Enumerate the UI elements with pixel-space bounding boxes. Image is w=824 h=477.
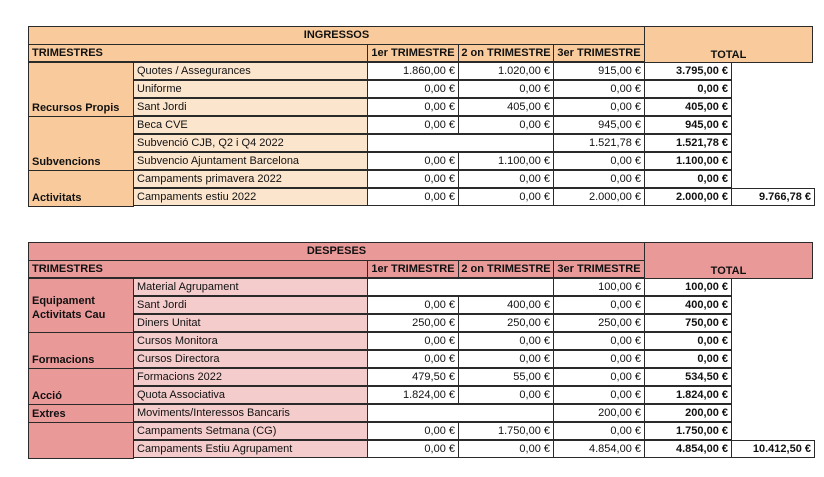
q1-value: 0,00 € xyxy=(367,332,459,350)
item-label: Cursos Directora xyxy=(133,350,368,368)
row-total: 945,00 € xyxy=(644,116,732,134)
row-total: 1.824,00 € xyxy=(644,386,732,404)
q1-value: 0,00 € xyxy=(367,440,459,458)
table-row xyxy=(28,386,731,404)
blank-cell xyxy=(367,404,554,422)
table-row xyxy=(28,62,731,80)
q3-value: 2.000,00 € xyxy=(553,188,645,206)
table-row xyxy=(28,350,731,368)
q3-header: 3er TRIMESTRE xyxy=(553,44,645,62)
q1-value: 0,00 € xyxy=(367,98,459,116)
category-recursos-propis: Recursos Propis xyxy=(28,62,134,117)
q3-value: 945,00 € xyxy=(553,116,645,134)
item-label: Moviments/Interessos Bancaris xyxy=(133,404,368,422)
q1-header: 1er TRIMESTRE xyxy=(367,44,459,62)
table-row xyxy=(28,440,731,458)
q2-value: 250,00 € xyxy=(458,314,554,332)
q1-value: 1.860,00 € xyxy=(367,62,459,80)
table-row xyxy=(28,116,731,134)
q1-value: 0,00 € xyxy=(367,152,459,170)
q3-value: 200,00 € xyxy=(553,404,645,422)
item-label: Material Agrupament xyxy=(133,278,368,296)
ingressos-header-row xyxy=(28,44,645,62)
ingressos-grand-total: 9.766,78 € xyxy=(731,188,815,206)
q2-value: 405,00 € xyxy=(458,98,554,116)
row-total: 0,00 € xyxy=(644,350,732,368)
trimestres-label: TRIMESTRES xyxy=(28,260,368,278)
q3-value: 0,00 € xyxy=(553,368,645,386)
q3-value: 100,00 € xyxy=(553,278,645,296)
table-row xyxy=(28,404,731,422)
blank-cell xyxy=(367,134,554,152)
q3-value: 4.854,00 € xyxy=(553,440,645,458)
q1-value: 0,00 € xyxy=(367,188,459,206)
q1-value: 0,00 € xyxy=(367,116,459,134)
row-total: 534,50 € xyxy=(644,368,732,386)
category-subvencions: Subvencions xyxy=(28,116,134,171)
q2-header: 2 on TRIMESTRE xyxy=(458,44,554,62)
item-label: Sant Jordi xyxy=(133,98,368,116)
q3-value: 0,00 € xyxy=(553,422,645,440)
q1-value: 0,00 € xyxy=(367,80,459,98)
q1-value: 0,00 € xyxy=(367,296,459,314)
despeses-header-row xyxy=(28,260,645,278)
q2-value: 0,00 € xyxy=(458,188,554,206)
table-row xyxy=(28,170,731,188)
category-activitats-cau-label: Activitats Cau xyxy=(32,309,106,321)
item-label: Quota Associativa xyxy=(133,386,368,404)
q1-value: 1.824,00 € xyxy=(367,386,459,404)
item-label: Cursos Monitora xyxy=(133,332,368,350)
item-label: Subvenció CJB, Q2 i Q4 2022 xyxy=(133,134,368,152)
table-row xyxy=(28,278,731,296)
table-row xyxy=(28,80,731,98)
item-label: Quotes / Assegurances xyxy=(133,62,368,80)
q2-value: 0,00 € xyxy=(458,116,554,134)
q1-value: 250,00 € xyxy=(367,314,459,332)
table-row xyxy=(28,98,731,116)
trimestres-label: TRIMESTRES xyxy=(28,44,368,62)
table-row xyxy=(28,332,731,350)
q1-value: 0,00 € xyxy=(367,350,459,368)
row-total: 1.750,00 € xyxy=(644,422,732,440)
q2-value: 55,00 € xyxy=(458,368,554,386)
q3-value: 1.521,78 € xyxy=(553,134,645,152)
row-total: 3.795,00 € xyxy=(644,62,732,80)
row-total: 4.854,00 € xyxy=(644,440,732,458)
q1-value: 0,00 € xyxy=(367,422,459,440)
table-row xyxy=(28,422,731,440)
q1-header: 1er TRIMESTRE xyxy=(367,260,459,278)
row-total: 200,00 € xyxy=(644,404,732,422)
q3-value: 0,00 € xyxy=(553,152,645,170)
q3-value: 0,00 € xyxy=(553,350,645,368)
q3-value: 0,00 € xyxy=(553,296,645,314)
item-label: Campaments Setmana (CG) xyxy=(133,422,368,440)
category-equipament-label: Equipament xyxy=(32,295,95,307)
q3-value: 0,00 € xyxy=(553,332,645,350)
table-row xyxy=(28,314,731,332)
q2-value: 0,00 € xyxy=(458,170,554,188)
row-total: 2.000,00 € xyxy=(644,188,732,206)
item-label: Sant Jordi xyxy=(133,296,368,314)
ingressos-title: INGRESSOS xyxy=(28,26,645,45)
q1-value: 0,00 € xyxy=(367,170,459,188)
row-total: 100,00 € xyxy=(644,278,732,296)
q2-value: 1.100,00 € xyxy=(458,152,554,170)
q2-value: 0,00 € xyxy=(458,350,554,368)
q1-value: 479,50 € xyxy=(367,368,459,386)
row-total: 405,00 € xyxy=(644,98,732,116)
q2-value: 0,00 € xyxy=(458,80,554,98)
q2-value: 0,00 € xyxy=(458,386,554,404)
q2-value: 0,00 € xyxy=(458,332,554,350)
row-total: 1.100,00 € xyxy=(644,152,732,170)
q2-value: 1.750,00 € xyxy=(458,422,554,440)
q3-value: 0,00 € xyxy=(553,170,645,188)
q3-value: 0,00 € xyxy=(553,98,645,116)
table-row xyxy=(28,368,731,386)
q3-value: 0,00 € xyxy=(553,386,645,404)
despeses-total-header: TOTAL xyxy=(644,242,813,279)
category-accio: Acció xyxy=(28,368,134,405)
q2-value: 1.020,00 € xyxy=(458,62,554,80)
ingressos-total-header: TOTAL xyxy=(644,26,813,63)
item-label: Campaments estiu 2022 xyxy=(133,188,368,206)
q3-value: 250,00 € xyxy=(553,314,645,332)
q2-value: 400,00 € xyxy=(458,296,554,314)
category-formacions: Formacions xyxy=(28,332,134,369)
table-row xyxy=(28,188,731,206)
item-label: Subvencio Ajuntament Barcelona xyxy=(133,152,368,170)
row-total: 0,00 € xyxy=(644,332,732,350)
item-label: Diners Unitat xyxy=(133,314,368,332)
q3-value: 0,00 € xyxy=(553,80,645,98)
item-label: Campaments primavera 2022 xyxy=(133,170,368,188)
q2-header: 2 on TRIMESTRE xyxy=(458,260,554,278)
row-total: 400,00 € xyxy=(644,296,732,314)
despeses-grand-total: 10.412,50 € xyxy=(731,440,815,458)
row-total: 750,00 € xyxy=(644,314,732,332)
category-activitats: Activitats xyxy=(28,170,134,207)
q3-value: 915,00 € xyxy=(553,62,645,80)
blank-cell xyxy=(367,278,554,296)
row-total: 1.521,78 € xyxy=(644,134,732,152)
despeses-title: DESPESES xyxy=(28,242,645,261)
table-row xyxy=(28,296,731,314)
q2-value: 0,00 € xyxy=(458,440,554,458)
row-total: 0,00 € xyxy=(644,170,732,188)
table-row xyxy=(28,152,731,170)
item-label: Campaments Estiu Agrupament xyxy=(133,440,368,458)
category-extres: Extres xyxy=(28,404,134,423)
item-label: Beca CVE xyxy=(133,116,368,134)
item-label: Uniforme xyxy=(133,80,368,98)
q3-header: 3er TRIMESTRE xyxy=(553,260,645,278)
row-total: 0,00 € xyxy=(644,80,732,98)
item-label: Formacions 2022 xyxy=(133,368,368,386)
table-row xyxy=(28,134,731,152)
